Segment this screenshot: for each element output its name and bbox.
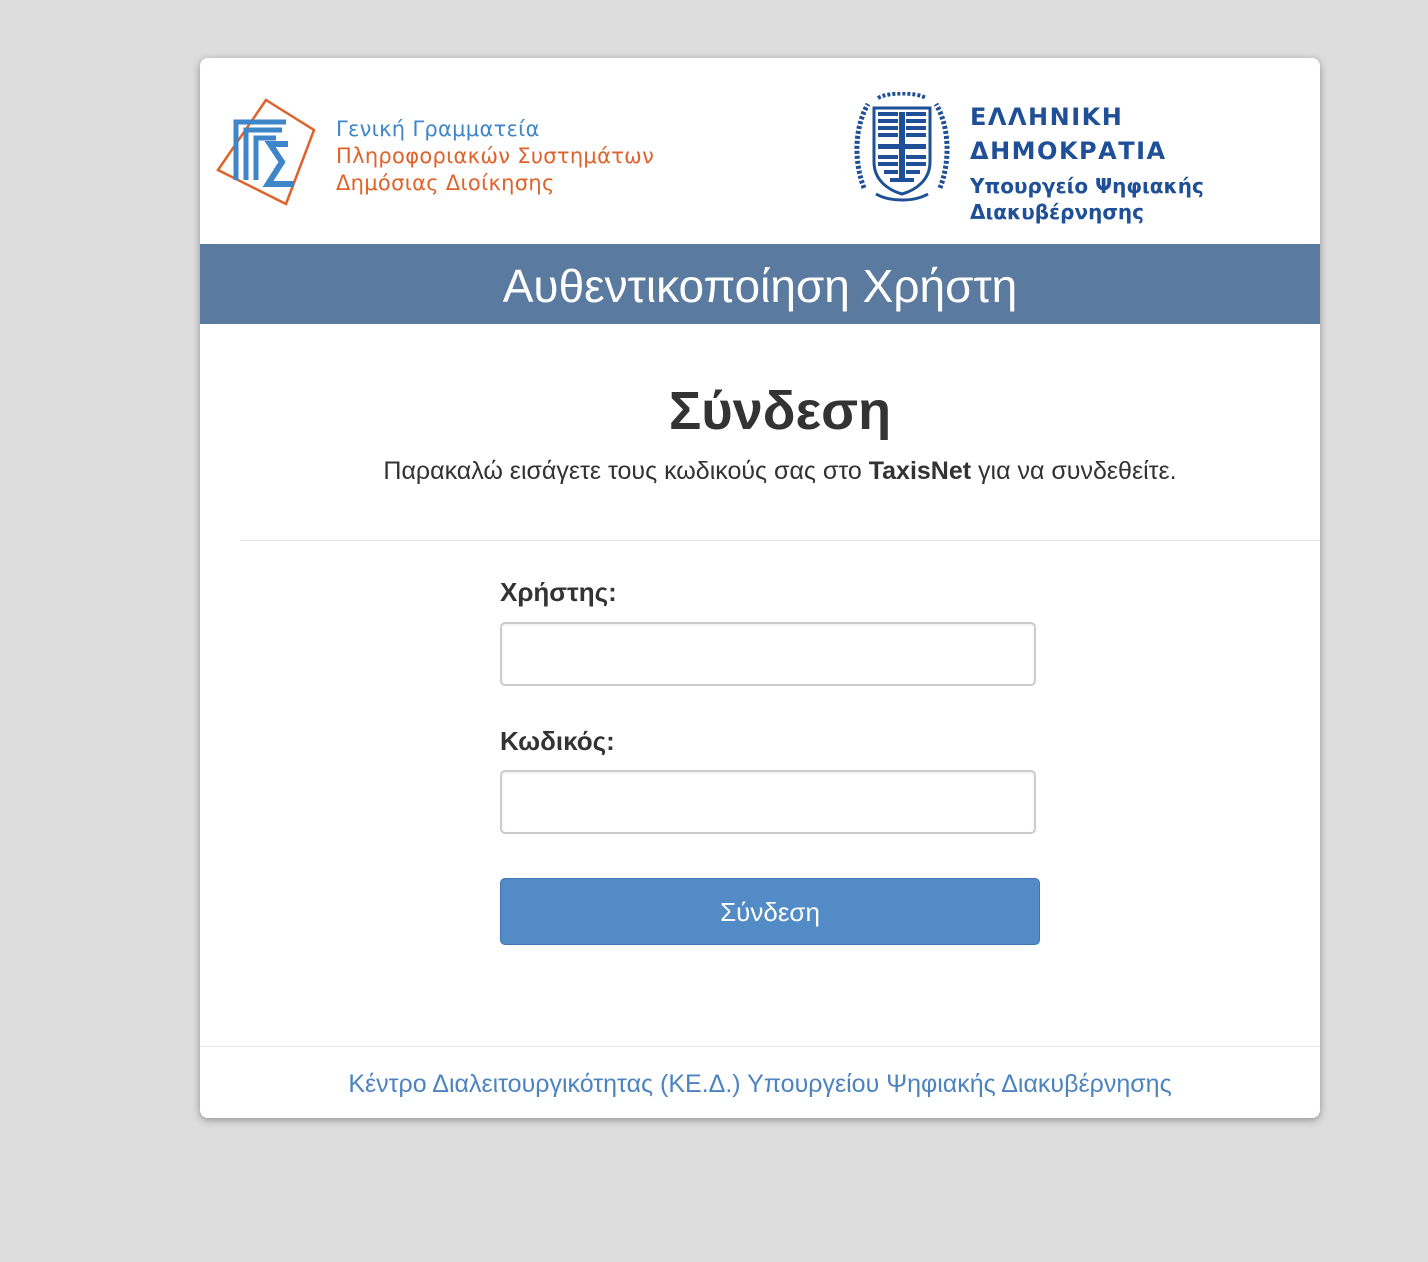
login-button[interactable]: Σύνδεση	[500, 878, 1040, 945]
footer-divider	[200, 1046, 1320, 1047]
login-instructions	[200, 453, 1320, 489]
instructions-text-start: Παρακαλώ εισάγετε τους κωδικούς σας στο	[383, 457, 869, 485]
government-name	[970, 100, 1320, 225]
greek-emblem-icon	[854, 92, 950, 204]
ministry-name-line2: Διακυβέρνησης	[970, 200, 1145, 224]
login-card	[200, 58, 1320, 1118]
gsis-logo-icon	[216, 98, 316, 208]
banner-title: Αυθεντικοποίηση Χρήστη	[502, 260, 1018, 312]
instructions-text-end: για να συνδεθείτε.	[971, 457, 1177, 485]
country-name: ΕΛΛΗΝΙΚΗ ΔΗΜΟΚΡΑΤΙΑ	[970, 103, 1167, 165]
interoperability-center-link[interactable]: Κέντρο Διαλειτουργικότητας (ΚΕ.Δ.) Υπουργείου Ψηφιακής Διακυβέρνησης	[348, 1070, 1172, 1098]
gsis-name	[336, 116, 654, 197]
login-title: Σύνδεση	[668, 381, 892, 441]
password-input[interactable]	[500, 770, 1036, 834]
ministry-name-line1: Υπουργείο Ψηφιακής	[970, 174, 1204, 198]
username-input[interactable]	[500, 622, 1036, 686]
username-label: Χρήστης:	[500, 577, 617, 607]
page-banner	[200, 244, 1320, 324]
gsis-name-line1: Γενική Γραμματεία	[336, 117, 540, 141]
divider	[240, 540, 1320, 541]
gsis-name-line3: Δημόσιας Διοίκησης	[336, 171, 555, 195]
instructions-service-name: TaxisNet	[868, 457, 972, 485]
gsis-name-line2: Πληροφοριακών Συστημάτων	[336, 144, 655, 168]
password-label: Κωδικός:	[500, 726, 615, 756]
header	[200, 58, 1320, 244]
